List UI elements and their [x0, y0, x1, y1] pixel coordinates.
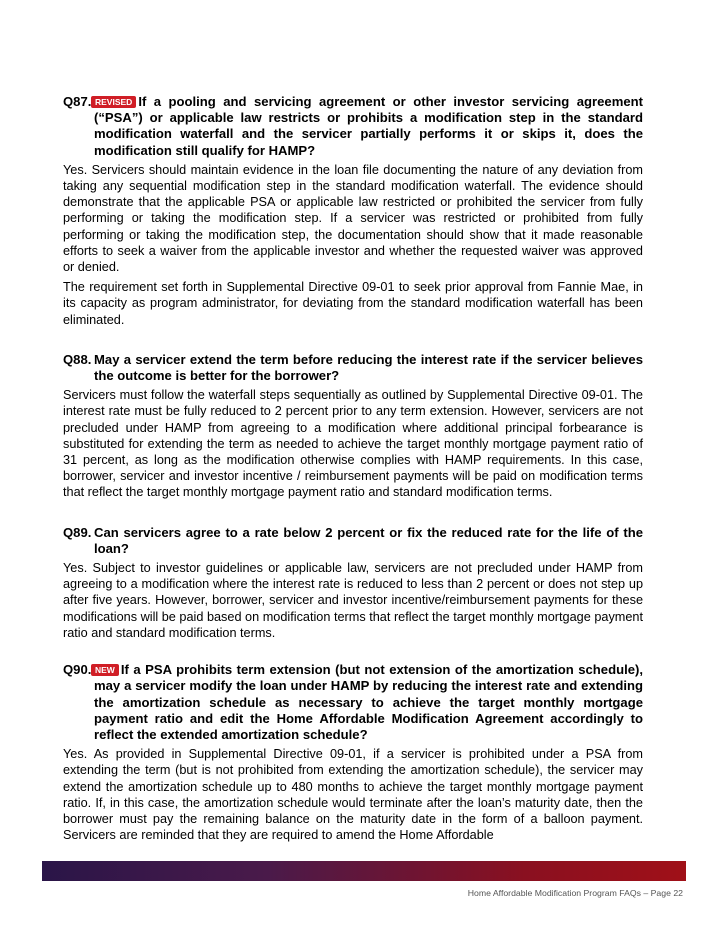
question-q90 — [63, 662, 643, 743]
question-number: Q88. — [63, 351, 92, 367]
answer-paragraph: Yes. Subject to investor guidelines or applicable law, servicers are not precluded under HAMP from agreeing to a modification where the interest rate is reduced to less than 2 percent or does not step up after five years. However, borrower, servicer and investor incentive/reimbursement payments for these modifications will be paid based on modification terms that reflect the target monthly mortgage payment ratio and standard modification terms. — [63, 561, 643, 640]
faq-content — [63, 94, 643, 843]
answer-paragraph: Servicers must follow the waterfall steps sequentially as outlined by Supplemental Directive 09-01. The interest rate must be fully reduced to 2 percent prior to any term extension. However, servicers are not precluded under HAMP from agreeing to a modification where additional principal forbearance is substituted for extending the term as needed to achieve the target monthly mortgage payment ratio of 31 percent, as long as the modification otherwise complies with HAMP requirements. In this case, borrower, servicer and investor incentive / reimbursement payments will be paid on modification terms that reflect the target monthly mortgage payment ratio and standard modification terms. — [63, 388, 643, 500]
faq-q88 — [63, 352, 643, 501]
answer-paragraph: The requirement set forth in Supplemental Directive 09-01 to seek prior approval from Fannie Mae, in its capacity as program administrator, for deviating from the standard modification waterfall has been eliminated. — [63, 280, 643, 327]
faq-q87 — [63, 94, 643, 328]
footer-bar — [42, 861, 686, 881]
question-text: If a pooling and servicing agreement or other investor servicing agreement (“PSA”) or applicable law restricts or prohibits a modification step in the standard modification waterfall and the servicer partially performs it or skips it, does the modification still qualify for HAMP? — [94, 94, 643, 158]
question-text: Can servicers agree to a rate below 2 percent or fix the reduced rate for the life of the loan? — [94, 524, 643, 556]
faq-q89 — [63, 525, 643, 641]
answer-q88 — [63, 387, 643, 500]
question-number: Q89. — [63, 524, 92, 540]
question-number: Q90. — [63, 662, 92, 678]
question-text: If a PSA prohibits term extension (but not extension of the amortization schedule), may a servicer modify the loan under HAMP by reducing the interest rate and extending the amortization schedule as necessary to achieve the target monthly mortgage payment ratio and edit the Home Affordable Modification Agreement accordingly to reflect the extended amortization schedule? — [94, 662, 643, 742]
question-q89 — [63, 525, 643, 557]
answer-q90 — [63, 746, 643, 843]
new-badge: NEW — [91, 664, 119, 676]
answer-paragraph: Yes. As provided in Supplemental Directive 09-01, if a servicer is prohibited under a PSA from extending the term (but is not prohibited from extending the amortization schedule), the servicer may extend the amortization schedule up to 480 months to achieve the target monthly mortgage payment ratio. If, in this case, the amortization schedule would terminate after the loan’s maturity date, then the borrower must pay the remaining balance on the maturity date in the form of a balloon payment. Servicers are reminded that they are required to amend the Home Affordable — [63, 747, 643, 843]
answer-q87 — [63, 162, 643, 328]
question-q87 — [63, 94, 643, 159]
answer-paragraph: Yes. Servicers should maintain evidence in the loan file documenting the nature of any deviation from taking any sequential modification step in the standard modification waterfall. The evidence should demonstrate that the applicable PSA or applicable law restricted or prohibited the servicer from fully performing or taking the modification step. If a servicer was restricted or prohibited from fully performing or taking the modification step, the documentation should show that it made reasonable efforts to seek a waiver from the applicable investor and whether the requested waiver was approved or denied. — [63, 162, 643, 275]
question-q88 — [63, 352, 643, 384]
faq-q90 — [63, 662, 643, 843]
answer-q89 — [63, 560, 643, 641]
revised-badge: REVISED — [91, 96, 136, 108]
question-text: May a servicer extend the term before reducing the interest rate if the servicer believes the outcome is better for the borrower? — [94, 351, 643, 384]
footer-page-label: Home Affordable Modification Program FAQs – Page 22 — [467, 888, 683, 898]
question-number: Q87. — [63, 94, 92, 109]
